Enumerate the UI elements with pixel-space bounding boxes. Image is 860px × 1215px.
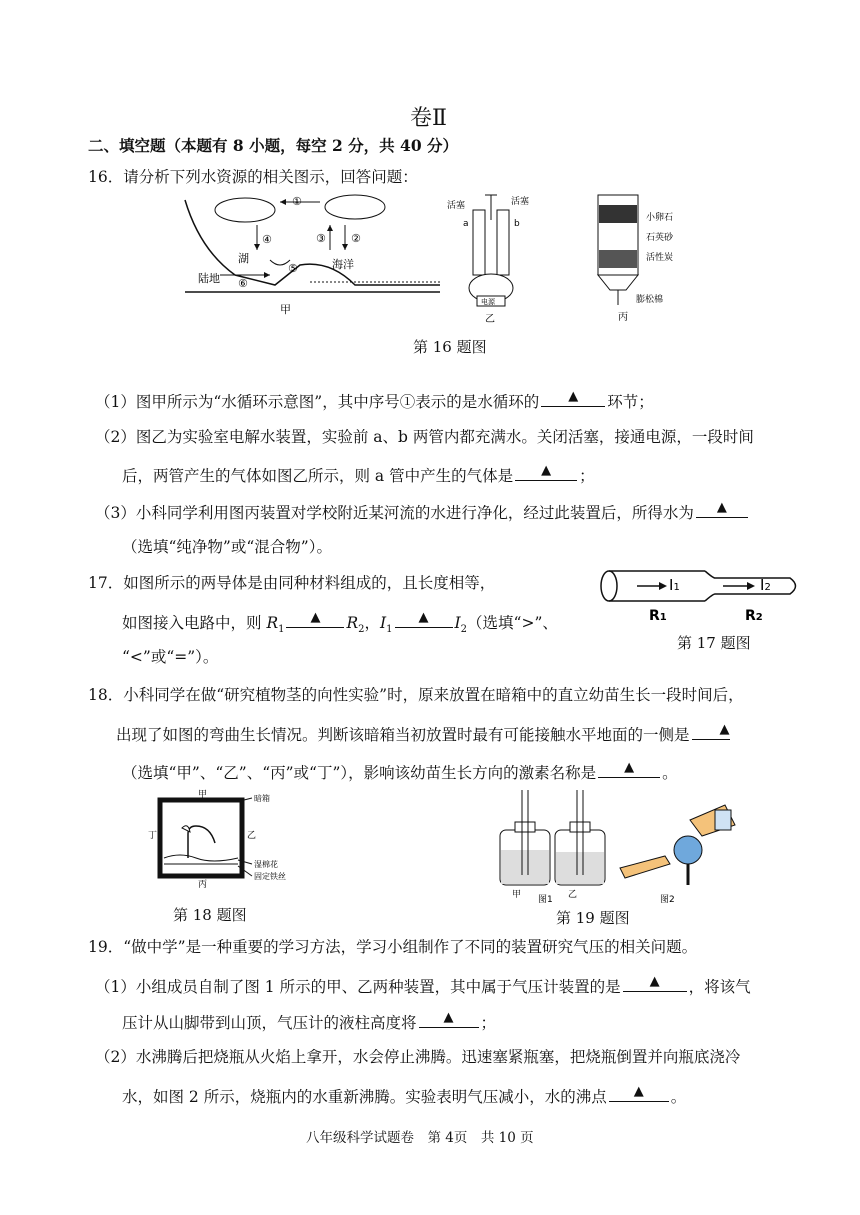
fig2-label: 图2 (660, 895, 675, 905)
q19-p2b: 水，如图 2 所示，烧瓶内的水重新沸腾。实验表明气压减小，水的沸点 ▲ 。 (122, 1084, 687, 1106)
jia-label: 甲 (512, 890, 522, 900)
answer-blank[interactable]: ▲ (515, 466, 577, 481)
label-2: ② (351, 232, 361, 245)
fig1-label: 图1 (538, 895, 553, 905)
side-right: 乙 (247, 831, 257, 841)
box-label: 暗箱 (254, 794, 270, 803)
water-cycle-figure (180, 190, 450, 320)
side-bottom: 丙 (198, 880, 208, 888)
q19-p1c: 压计从山脚带到山顶，气压计的液柱高度将 ▲ ； (122, 1010, 497, 1032)
cotton-label: 湿棉花 (254, 860, 278, 869)
lake-label: 湖 (238, 252, 249, 265)
q19-p1a: （1）小组成员自制了图 1 所示的甲、乙两种装置，其中属于气压计装置的是 ▲ ，将该气 (95, 974, 751, 996)
fig-yi-name: 乙 (485, 314, 495, 325)
power-label: 电源 (481, 298, 495, 306)
label-1: ① (292, 195, 302, 208)
electrolysis-figure (445, 190, 535, 325)
q16-p3a: （3）小科同学利用图丙装置对学校附近某河流的水进行净化，经过此装置后，所得水为 ▲ (95, 503, 750, 522)
land-label: 陆地 (198, 272, 220, 285)
pressure-figure (490, 790, 770, 905)
q19-p2a: （2）水沸腾后把烧瓶从火焰上拿开，水会停止沸腾。迅速塞紧瓶塞，把烧瓶倒置并向瓶底浇冷 (95, 1048, 741, 1066)
R2-label: R2 (745, 608, 763, 624)
I2-label: I2 (760, 576, 771, 594)
answer-blank[interactable]: ▲ (419, 1013, 479, 1028)
valve-right-label: 活塞 (511, 197, 530, 207)
ocean-label: 海洋 (332, 258, 354, 271)
layer-1: 小卵石 (646, 213, 674, 223)
answer-blank[interactable]: ▲ (696, 503, 748, 518)
wire-label: 固定铁丝 (254, 872, 286, 881)
q17-caption: 第 17 题图 (677, 634, 751, 652)
R1-label: R1 (649, 608, 667, 624)
q18-l3: （选填“甲”、“乙”、“丙”或“丁”），影响该幼苗生长方向的激素名称是 ▲ 。 (122, 760, 678, 782)
answer-blank[interactable]: ▲ (541, 392, 605, 407)
q16-stem: 16．请分析下列水资源的相关图示，回答问题： (88, 168, 418, 186)
dark-box-figure (140, 788, 320, 888)
label-5: ⑤ (288, 262, 298, 275)
filter-figure (590, 190, 700, 325)
answer-blank[interactable]: ▲ (286, 613, 344, 628)
q16-p1: （1）图甲所示为“水循环示意图”，其中序号①表示的是水循环的 ▲ 环节； (95, 389, 654, 411)
I1-label: I1 (669, 576, 680, 594)
q16-p2a: （2）图乙为实验室电解水装置，实验前 a、b 两管内都充满水。关闭活塞，接通电源，一段时间 (95, 428, 754, 446)
yi-label: 乙 (568, 890, 578, 900)
fig-bing-name: 丙 (618, 312, 628, 323)
tube-a-label: a (463, 219, 469, 229)
q17-l1: 17．如图所示的两导体是由同种材料组成的，且长度相等， (88, 574, 496, 592)
label-4: ④ (262, 233, 272, 246)
side-top: 甲 (198, 790, 208, 800)
q16-caption: 第 16 题图 (413, 338, 487, 356)
q18-caption: 第 18 题图 (173, 906, 247, 924)
q19-l1: 19．“做中学”是一种重要的学习方法，学习小组制作了不同的装置研究气压的相关问题。 (88, 938, 698, 956)
answer-blank[interactable]: ▲ (395, 613, 453, 628)
conductor-figure (595, 568, 807, 628)
side-left: 丁 (148, 831, 158, 841)
section-heading: 二、填空题（本题有 8 小题，每空 2 分，共 40 分） (88, 136, 459, 155)
q16-p3b: （选填“纯净物”或“混合物”）。 (122, 538, 332, 556)
label-3: ③ (316, 232, 326, 245)
valve-left-label: 活塞 (447, 201, 466, 211)
answer-blank[interactable]: ▲ (609, 1087, 669, 1102)
section-title: 卷Ⅱ (410, 106, 447, 131)
fig-jia-name: 甲 (280, 303, 291, 316)
tube-b-label: b (514, 219, 520, 229)
answer-blank[interactable]: ▲ (598, 763, 660, 778)
label-6: ⑥ (238, 277, 248, 290)
q18-l1: 18．小科同学在做“研究植物茎的向性实验”时，原来放置在暗箱中的直立幼苗生长一段时间后， (88, 686, 744, 704)
layer-3: 活性炭 (646, 253, 674, 263)
answer-blank[interactable]: ▲ (692, 725, 730, 740)
layer-2: 石英砂 (646, 233, 674, 243)
page-footer: 八年级科学试题卷 第 4页 共 10 页 (306, 1130, 534, 1146)
layer-4: 膨松棉 (636, 295, 664, 305)
q17-l3: “<”或“=”）。 (122, 648, 219, 666)
q18-l2: 出现了如图的弯曲生长情况。判断该暗箱当初放置时最有可能接触水平地面的一侧是 ▲ (116, 722, 730, 744)
q17-l2: 如图接入电路中，则 $R_1$ ▲ $R_2$，$I_1$ ▲ $I_2$（选填“>”、 (122, 610, 558, 636)
q19-caption: 第 19 题图 (556, 909, 630, 927)
q16-p2b: 后，两管产生的气体如图乙所示，则 a 管中产生的气体是 ▲ ； (122, 463, 595, 485)
answer-blank[interactable]: ▲ (623, 977, 687, 992)
